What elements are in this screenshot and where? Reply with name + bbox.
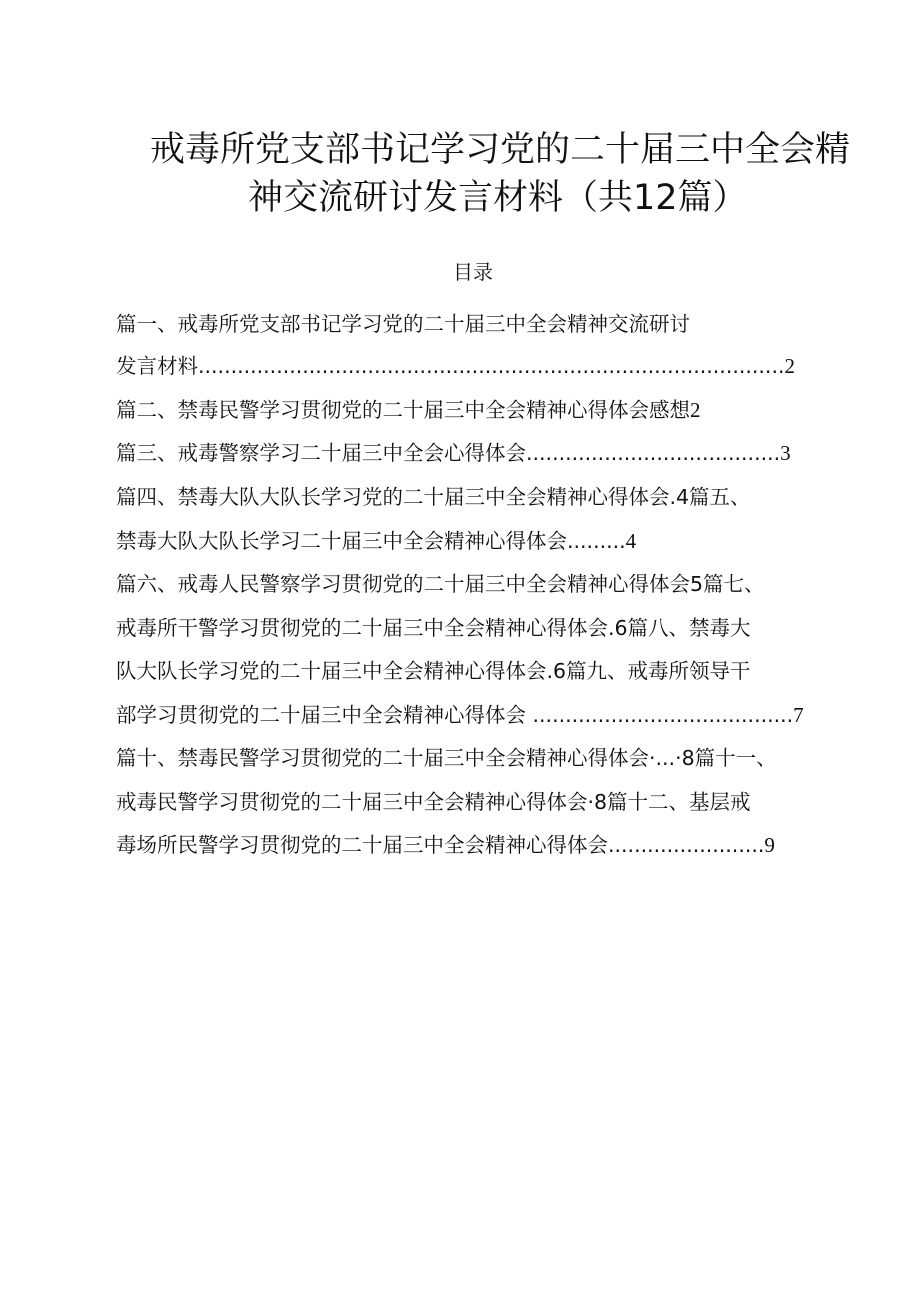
toc-line[interactable] xyxy=(116,352,795,380)
document-title-line-2: 神交流研讨发言材料（共12篇） xyxy=(248,178,748,218)
toc-line[interactable] xyxy=(116,570,765,598)
toc-line-text: 篇四、禁毒大队大队长学习党的二十届三中全会精神心得体会.4篇五、 xyxy=(116,485,751,509)
toc-line-text: 篇三、戒毒警察学习二十届三中全会心得体会 xyxy=(116,441,526,465)
toc-line-page: 4 xyxy=(625,529,637,553)
toc-line[interactable] xyxy=(116,527,636,555)
toc-line-page: 3 xyxy=(780,441,791,465)
toc-line[interactable] xyxy=(116,439,791,467)
toc-line-text: 队大队长学习党的二十届三中全会精神心得体会.6篇九、戒毒所领导干 xyxy=(116,659,751,683)
toc-line-text: 部学习贯彻党的二十届三中全会精神心得体会 xyxy=(116,703,533,727)
toc-line[interactable] xyxy=(116,831,775,859)
toc-line-text: 篇十、禁毒民警学习贯彻党的二十届三中全会精神心得体会·...·8篇十一、 xyxy=(116,746,777,770)
toc-line[interactable] xyxy=(116,396,701,424)
document-title-line-1: 戒毒所党支部书记学习党的二十届三中全会精 xyxy=(150,130,851,170)
toc-line-text: 禁毒大队大队长学习二十届三中全会精神心得体会 xyxy=(116,529,567,553)
toc-line-page: 2 xyxy=(784,354,795,378)
toc-line-page: 9 xyxy=(764,833,775,857)
toc-line[interactable] xyxy=(116,483,751,511)
toc-line-text: 篇二、禁毒民警学习贯彻党的二十届三中全会精神心得体会感想 xyxy=(116,398,690,422)
toc-line-dots: ....................................... xyxy=(526,441,781,465)
toc-line-dots: ........................ xyxy=(608,833,765,857)
toc-line[interactable] xyxy=(116,657,751,685)
toc-line[interactable] xyxy=(116,614,751,642)
toc-line-page: 2 xyxy=(690,398,701,422)
toc-line-dots: .......................................................................................... xyxy=(198,354,785,378)
toc-line[interactable] xyxy=(116,788,751,816)
toc-line-dots: ......... xyxy=(567,529,626,553)
toc-line-text: 毒场所民警学习贯彻党的二十届三中全会精神心得体会 xyxy=(116,833,608,857)
toc-line-page: 7 xyxy=(793,703,804,727)
toc-line-text: 篇六、戒毒人民警察学习贯彻党的二十届三中全会精神心得体会5篇七、 xyxy=(116,572,765,596)
toc-heading: 目录 xyxy=(453,260,493,284)
toc-line-text: 发言材料 xyxy=(116,354,198,378)
toc-line-text: 篇一、戒毒所党支部书记学习党的二十届三中全会精神交流研讨 xyxy=(116,312,690,336)
toc-line[interactable] xyxy=(116,701,804,729)
toc-line[interactable] xyxy=(116,744,777,772)
toc-line[interactable] xyxy=(116,310,690,338)
toc-line-text: 戒毒所干警学习贯彻党的二十届三中全会精神心得体会.6篇八、禁毒大 xyxy=(116,616,751,640)
toc-line-dots: ........................................ xyxy=(532,703,794,727)
toc-line-text: 戒毒民警学习贯彻党的二十届三中全会精神心得体会·8篇十二、基层戒 xyxy=(116,790,751,814)
